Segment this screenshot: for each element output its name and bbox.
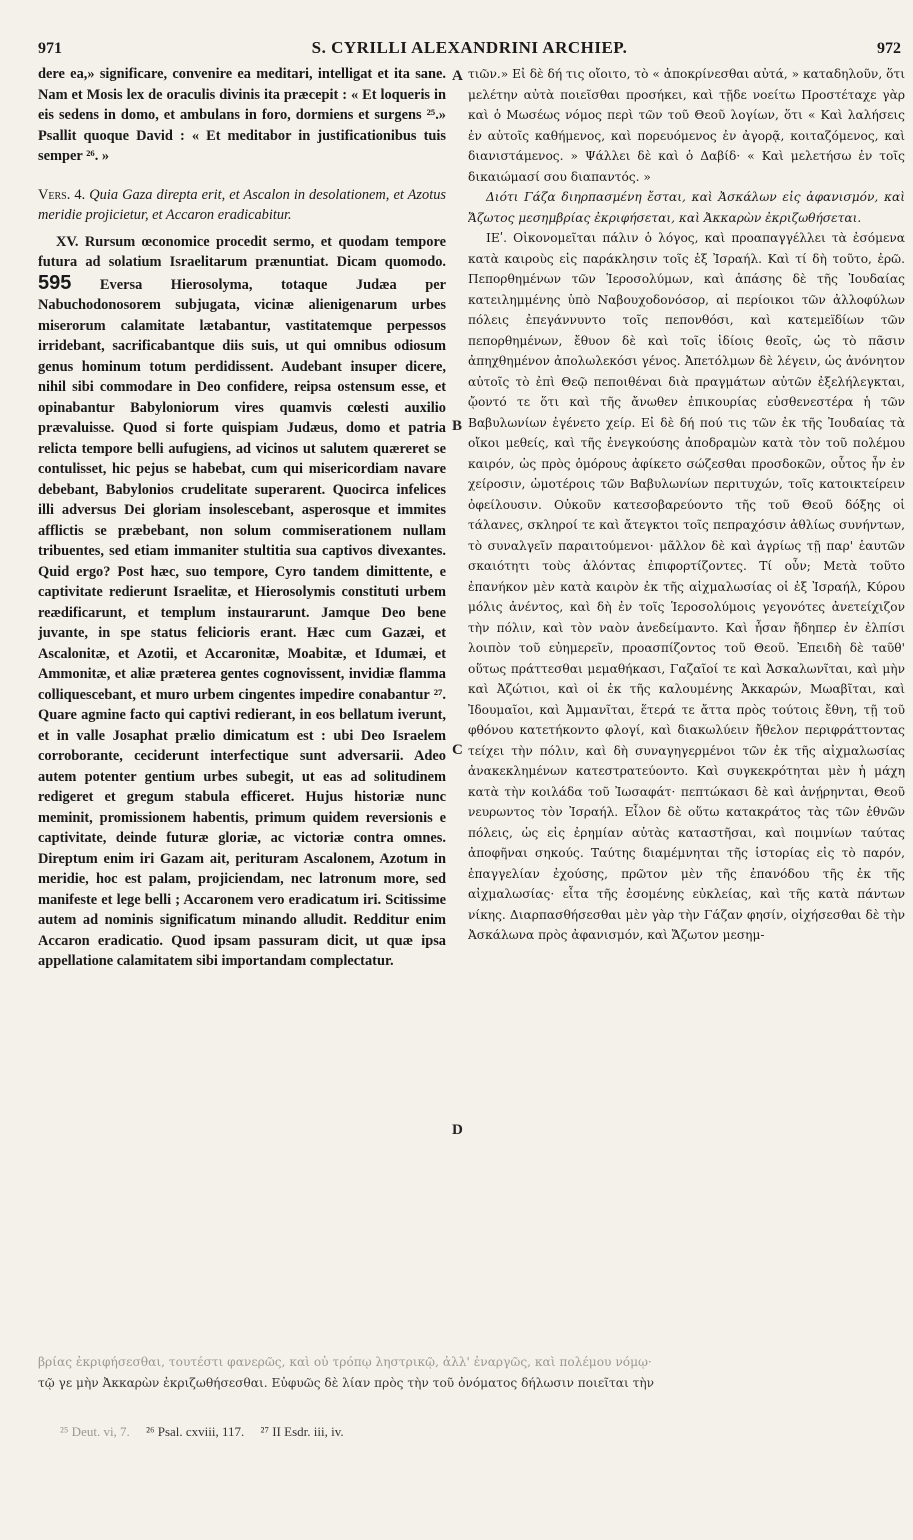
latin-paragraph-2-start: XV. Rursum œconomice procedit sermo, et quodam tempore futura ad solatium Israelitarum prænuntiat. Dicam quomodo. xyxy=(38,233,446,270)
margin-marker-c: C xyxy=(452,742,463,758)
verse-text: Quia Gaza direpta erit, et Ascalon in desolationem, et Azotus meridie projicietur, et Accaron eradicabitur. xyxy=(38,186,446,223)
latin-paragraph-2-rest: Eversa Hierosolyma, totaque Judæa per Nabuchodonosorem subjugata, vicinæ alienigenarum urbes miserorum calamitate lætabantur, vastitatemque perpessos irridebant, sacrificabantque diis suis, ut qui omnibus odiosum genus hominum totum perdidissent. Audebant insuper dicere, nihil sibi commodare in Deo confidere, reipsa ostensum esse, et opinabantur Babyloniorum vires quamvis cœlesti auxilio prævaluisse. Quod si forte quispiam Judæus, domo et patria relicta tempore belli aufugiens, ad vicinos ut salutem quæreret se contulisset, hic pejus se habebat, cum qui misericordiam navare debebant, Babylonios crudelitate superarent. Quocirca infelices illi adversus Dei gloriam insolescebant, asperosque et immites afflictis se præbebant, non solum commiserationem nullam tribuentes, sed etiam immaniter stultitia sua captivos divexantes. Quid ergo? Post hæc, suo tempore, Cyro tandem dimittente, e captivitate redierunt Israelitæ, et Hierosolymis constituti urbem reædificarunt, et templum instaurarunt. Jamque Deo bene juvante, in spe status felicioris erant. Hæc cum Gazæi, et Ascalonitæ, et Azotii, et Accaronitæ, Moabitæ, et Idumæi, et Ammonitæ, et aliæ præterea gentes cognovissent, invidiæ flamma colliquescebant, et muro urbem cingentes impedire conabantur ²⁷. Quare agmine facto qui captivi redierant, in eos bellatum iverunt, et in valle Josaphat prælio dimicatum est : ubi Deo Israelem corroborante, ceciderunt interfectique sunt adversarii. Adeo autem potenter gentium urbes subegit, ut eas ad solitudinem redigeret et gregum stabula efficeret. Hujus historiæ nunc meminit, promissionem habentis, primum quidem reversionis e captivitate, deinde futuræ gloriæ, ac victoriæ contra omnes. Direptum enim iri Gazam ait, perituram Ascalonem, Azotum in meridie, hoc est palam, projiciendam, nec latronum more, sed manifeste et lege belli ; Accaronem vero eradicatum iri. Scitissime autem ad nominis significatum minando alludit. Redditur enim Accaron eradicatio. Quod ipsam passuram dicit, ut quæ ipsa appellatione calamitatem sibi importandam complectatur. xyxy=(38,276,446,969)
greek-continuation xyxy=(38,1352,905,1393)
greek-continuation-line-2: τῷ γε μὴν Ἀκκαρὼν ἐκριζωθήσεσθαι. Εὐφυῶς δὲ λίαν πρὸς τὴν τοῦ ὀνόματος δήλωσιν ποιεῖται τὴν xyxy=(38,1375,655,1390)
page-header xyxy=(38,38,901,64)
running-title: S. CYRILLI ALEXANDRINI ARCHIEP. xyxy=(311,38,628,57)
margin-marker-a: A xyxy=(452,68,463,84)
footnotes xyxy=(60,1424,860,1440)
greek-column xyxy=(468,64,905,1352)
footnote-25: ²⁵ Deut. vi, 7. xyxy=(60,1424,130,1439)
footnote-27: ²⁷ II Esdr. iii, iv. xyxy=(260,1424,344,1439)
latin-verse xyxy=(38,185,446,226)
margin-marker-b: B xyxy=(452,418,463,434)
latin-paragraph-1: dere ea,» significare, convenire ea meditari, intelligat et ita sane. Nam et Mosis lex de oraculis divinis ita præcepit : « Et loqueris in eis sedens in domo, et ambulans in foro, dormiens et surgens ²⁵.» Psallit quoque David : « Et meditabor in justificationibus tuis semper ²⁶. » xyxy=(38,66,446,164)
greek-verse: Διότι Γάζα διηρπασμένη ἔσται, καὶ Ἀσκάλων εἰς ἀφανισμόν, καὶ Ἄζωτος μεσημβρίας ἐκριφήσεται, καὶ Ἀκκαρὼν ἐκριζωθήσεται. xyxy=(468,190,905,225)
verse-label: Vers. 4. xyxy=(38,186,86,203)
greek-paragraph-1: τιῶν.» Εἰ δὲ δή τις οἴοιτο, τὸ « ἀποκρίνεσθαι αὐτά, » καταδηλοῦν, ὅτι μελέτην αὐτὰ ποιεῖσθαι προσήκει, καὶ τῇδε νοείτω Προστέταχε γὰρ καὶ ὁ Μωσέως νόμος περὶ τῶν τοῦ Θεοῦ λογίων, ὅτι « Καὶ λαλήσεις ἐν αὐτοῖς καθήμενος, καὶ πορευόμενος ἐν ἀγορᾷ, κοιταζόμενος, καὶ διανιστάμενος. » Ψάλλει δὲ καὶ ὁ Δαβίδ· « Καὶ μελετήσω ἐν τοῖς δικαιώμασί σου διαπαντός. » xyxy=(468,67,905,184)
greek-paragraph-2: ΙΕʹ. Οἰκονομεῖται πάλιν ὁ λόγος, καὶ προαπαγγέλλει τὰ ἐσόμενα κατὰ καιροὺς εἰς παράκλησιν τοῖς ἐξ Ἰσραήλ. Καὶ τί δὴ τοῦτο, ἐρῶ. Πεπορθημένων τῶν Ἱεροσολύμων, καὶ ἁπάσης δὲ τῆς Ἰουδαίας κατειλημμένης ὑπὸ Ναβουχοδονόσορ, αἱ περίοικοι τῶν ἀλλοφύλων πόλεις ἐπεγάννυντο τοῖς πεπονθόσι, καὶ κατεμεїδίων τῶν πεπορθημένων, ἔθυον δὲ καὶ τοῖς ἰδίοις θεοῖς, ὡς τὸ πᾶσιν ἀπηχθημένον ἀπολωλεκόσι γένος. Ἀπετόλμων δὲ λέγειν, ὡς ἀνόνητον αὐτοῖς τὸ ἐπὶ Θεῷ πεποιθέναι διὰ πραγμάτων αὐτῶν ἐξελήλεγκται, ᾤοντό τε ὅτι καὶ τῆς ἄνωθεν ἐπικουρίας εὐσθενεστέρα ἡ τῶν Βαβυλωνίων ἐγένετο χείρ. Εἰ δὲ δή πού τις τῶν ἐκ τῆς Ἰουδαίας τὰ οἴκοι μεθείς, καὶ τῆς ἐνεγκούσης ἀποδραμὼν κατὰ τὸν τοῦ πολέμου καιρόν, ὡς πρὸς ὁμόρους ἀφίκετο σώζεσθαι προσδοκῶν, οὗτος ἦν ἐν χείροσιν, ὠμοτέροις τῶν Βαβυλωνίων περιτυχών, τοῖς κατοικτείρειν ὀφείλουσιν. Οὐκοῦν κατεσοβαρεύοντο τῆς τοῦ Θεοῦ δόξης οἱ τάλανες, σκληροί τε καὶ ἄτεγκτοι τοῖς πεπραχόσιν ἀθλίως συνήντων, τὸ συναλγεῖν παραιτούμενοι· μᾶλλον δὲ καὶ ἀγρίως τῇ παρ' ἑαυτῶν σκαιότητι τοὺς ἁλόντας ἐπιφορτίζοντες. Τί οὖν; Μετὰ τοῦτο ἐπανήκον μὲν κατὰ καιρὸν ἐκ τῆς αἰχμαλωσίας οἱ ἐξ Ἰσραήλ, Κύρου μόλις ἀνέντος, καὶ δὴ ἐν τοῖς Ἱεροσολύμοις γεγονότες ἀνετείχιζον τὴν πόλιν, καὶ τὸν ναὸν ἀνεδείμαντο. Καὶ ἦσαν ἤδηπερ ἐν ἐλπίσι λοιπὸν τοῦ εὐημερεῖν, προασπίζοντος τοῦ Θεοῦ. Ἐπειδὴ δὲ ταῦθ' οὕτως πράττεσθαι μεμαθήκασι, Γαζαῖοί τε καὶ Ἀσκαλωνῖται, καὶ μὴν καὶ Ἀζώτιοι, καὶ οἱ ἐκ τῆς καλουμένης Ἀκκαρών, Μωαβῖται, καὶ Ἰδουμαῖοι, καὶ Ἀμμανῖται, ἕτερά τε ἄττα πρὸς τούτοις ἔθνη, τῇ τοῦ φθόνου κατετήκοντο φλογί, καὶ διακωλύειν ἤθελον περιφράττοντας τείχει τὴν πόλιν, καὶ δὴ συναγηγερμένοι τῶν ἐκ τῆς αἰχμαλωσίας ἀνακεκλημένων κατεστρατεύοντο. Καὶ συγκεκρότηται μὲν ἡ μάχη κατὰ τὴν κοιλάδα τοῦ Ἰωσαφάτ· πεπτώκασι δὲ καὶ ἀνῄρηνται, Θεοῦ νευρωντος τὸν Ἰσραήλ. Εἶλον δὲ οὕτω κατακράτος τὰς τῶν ἐθνῶν πόλεις, ὡς εἰς ἐρημίαν αὐτὰς καταστῆσαι, καὶ ποιμνίων ταύτας ἀποφῆναι σηκούς. Ταύτης διαμέμνηται τῆς ἱστορίας εἰς τὸ παρόν, ἐπαγγελίαν ἐχούσης, πρῶτον μὲν τῆς ἐπανόδου τῆς ἐκ τῆς αἰχμαλωσίας· εἶτα τῆς ἐσομένης εὐκλείας, καὶ τῆς κατὰ πάντων νίκης. Διαρπασθήσεσθαι μὲν γὰρ τὴν Γάζαν φησίν, οἰχήσεσθαι δὲ τὴν Ἀσκάλωνα πρὸς ἀφανισμόν, καὶ Ἄζωτον μεσημ- xyxy=(468,231,905,942)
margin-marker-d: D xyxy=(452,1122,463,1138)
greek-continuation-line-1: βρίας ἐκριφήσεσθαι, τουτέστι φανερῶς, καὶ οὐ τρόπῳ ληστρικῷ, ἀλλ' ἐναργῶς, καὶ πολέμου νόμῳ· xyxy=(38,1355,652,1369)
right-page-number: 972 xyxy=(877,40,901,57)
left-page-number: 971 xyxy=(38,40,62,57)
footnote-26: ²⁶ Psal. cxviii, 117. xyxy=(146,1424,245,1439)
latin-paragraph-2 xyxy=(38,232,446,972)
latin-column xyxy=(38,64,446,1352)
edition-page-number: 595 xyxy=(38,271,72,294)
